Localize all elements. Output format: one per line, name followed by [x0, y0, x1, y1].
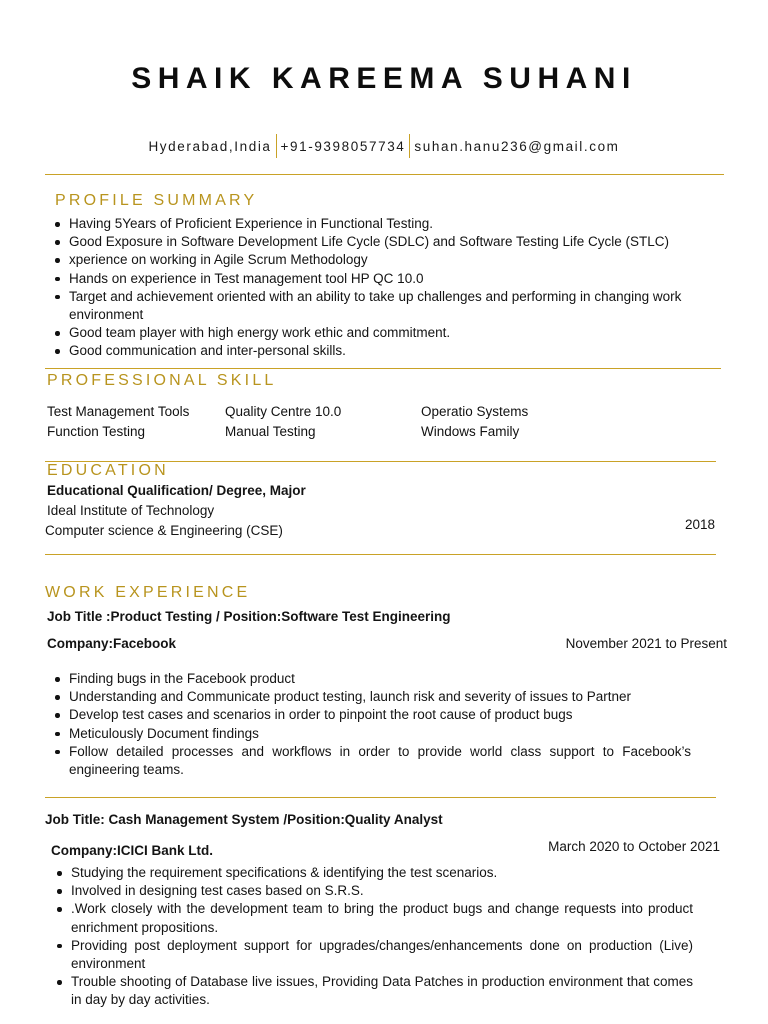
list-item: .Work closely with the development team to bring the product bugs and change requests into product enrichment propositions. [71, 900, 693, 936]
job-title: Job Title: Cash Management System /Position:Quality Analyst [45, 812, 443, 827]
skill-value: Manual Testing [225, 424, 316, 439]
graduation-year: 2018 [685, 517, 716, 532]
skill-category: Operatio Systems [421, 404, 529, 419]
email-link[interactable]: suhan.hanu236@gmail.com [414, 138, 620, 154]
list-item: Good team player with high energy work ethic and commitment. [69, 324, 717, 342]
degree-name: Computer science & Engineering (CSE) [45, 523, 283, 538]
list-item: Good Exposure in Software Development Life Cycle (SDLC) and Software Testing Life Cycle (STLC) [69, 233, 717, 251]
skills-row [47, 422, 647, 442]
section-title-education: EDUCATION [47, 462, 169, 479]
job-title: Job Title :Product Testing / Position:Software Test Engineering [47, 609, 451, 624]
job-duties-list [71, 864, 693, 1010]
section-title-profile-summary: PROFILE SUMMARY [55, 192, 258, 209]
skill-value: Quality Centre 10.0 [225, 404, 342, 419]
list-item: Finding bugs in the Facebook product [69, 670, 691, 688]
skills-row [47, 402, 647, 422]
institute-name: Ideal Institute of Technology [47, 503, 215, 518]
list-item: Understanding and Communicate product testing, launch risk and severity of issues to Partner [69, 688, 691, 706]
list-item: Studying the requirement specifications & identifying the test scenarios. [71, 864, 693, 882]
candidate-name: SHAIK KAREEMA SUHANI [131, 62, 637, 95]
phone-text: +91-9398057734 [280, 138, 406, 154]
list-item: Meticulously Document findings [69, 725, 691, 743]
location-text: Hyderabad,India [148, 138, 272, 154]
section-divider [45, 797, 716, 798]
contact-divider [409, 134, 410, 158]
list-item: Good communication and inter-personal skills. [69, 342, 717, 360]
section-title-work-experience: WORK EXPERIENCE [45, 584, 251, 601]
skill-value: Windows Family [421, 424, 520, 439]
list-item: Hands on experience in Test management tool HP QC 10.0 [69, 270, 717, 288]
list-item: Develop test cases and scenarios in order to pinpoint the root cause of product bugs [69, 706, 691, 724]
company-name: Company:Facebook [47, 636, 177, 651]
list-item: Follow detailed processes and workflows in order to provide world class support to Facebook’s engineering teams. [69, 743, 691, 779]
list-item: Having 5Years of Proficient Experience in Functional Testing. [69, 215, 717, 233]
education-heading: Educational Qualification/ Degree, Major [47, 483, 306, 498]
skill-category: Test Management Tools [47, 404, 190, 419]
job-dates: November 2021 to Present [565, 636, 727, 651]
list-item: Involved in designing test cases based on S.R.S. [71, 882, 693, 900]
contact-bar [0, 134, 768, 158]
profile-summary-list [69, 215, 717, 361]
skills-table [47, 402, 647, 442]
header-divider [45, 174, 724, 175]
job-duties-list [69, 670, 691, 779]
company-name: Company:ICICI Bank Ltd. [51, 843, 214, 858]
list-item: Trouble shooting of Database live issues, Providing Data Patches in production environment that comes in day by day activities. [71, 973, 693, 1009]
list-item: Providing post deployment support for upgrades/changes/enhancements done on production (Live) environment [71, 937, 693, 973]
skill-category: Function Testing [47, 424, 146, 439]
section-divider [45, 368, 721, 369]
job-dates: March 2020 to October 2021 [548, 839, 720, 854]
list-item: xperience on working in Agile Scrum Methodology [69, 251, 717, 269]
section-title-professional-skill: PROFESSIONAL SKILL [47, 372, 277, 389]
list-item: Target and achievement oriented with an ability to take up challenges and performing in changing work environment [69, 288, 717, 324]
section-divider [45, 554, 716, 555]
contact-divider [276, 134, 277, 158]
